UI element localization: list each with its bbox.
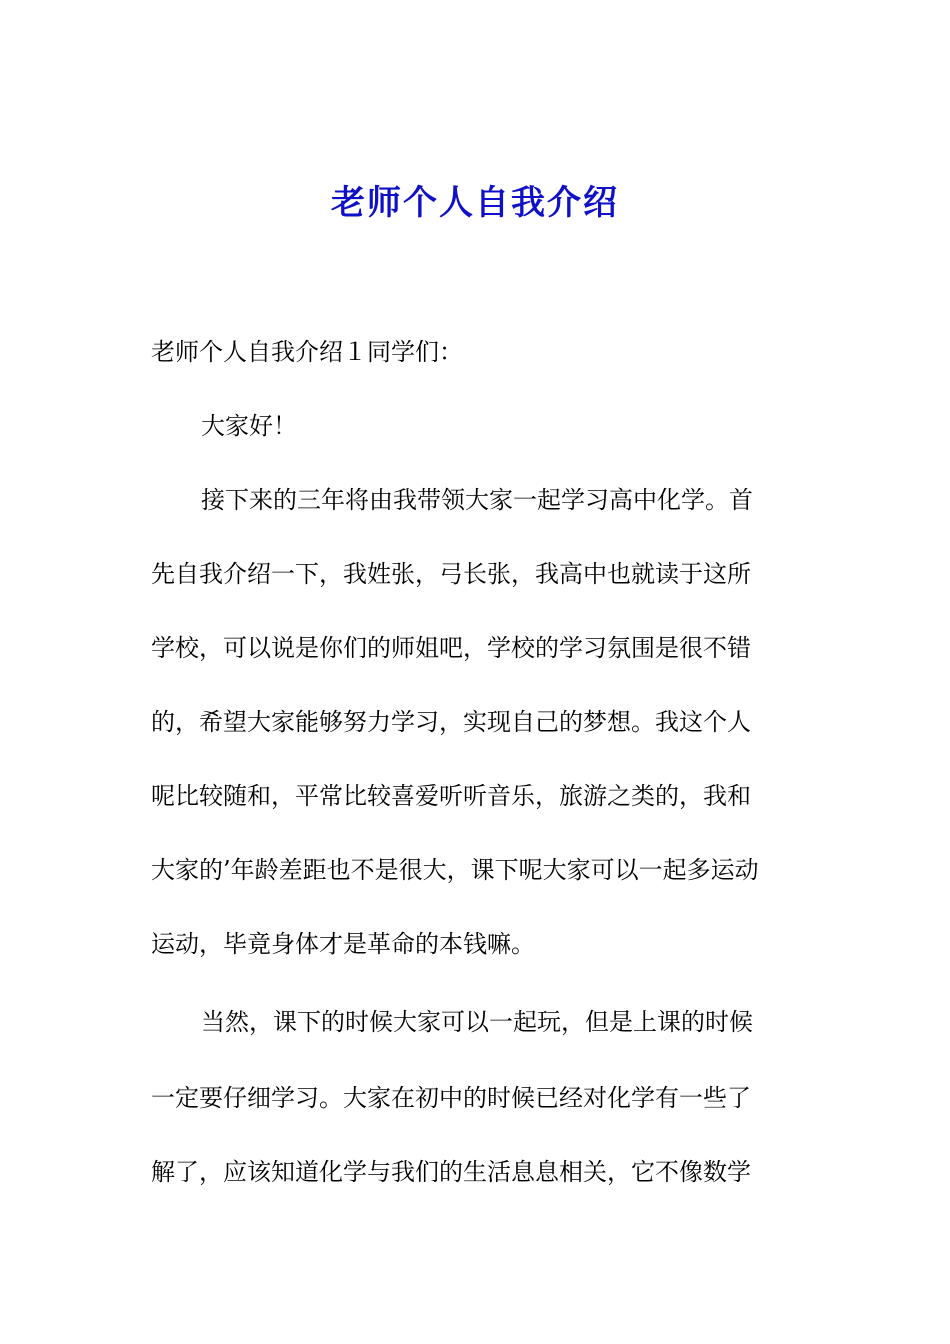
text-line: 学校，可以说是你们的师姐吧，学校的学习氛围是很不错 xyxy=(151,634,751,662)
document-title: 老师个人自我介绍 xyxy=(331,183,619,223)
text-line: 大家的’年龄差距也不是很大，课下呢大家可以一起多运动 xyxy=(151,856,759,884)
text-line: 运动，毕竟身体才是革命的本钱嘛。 xyxy=(151,930,535,958)
text-line: 呢比较随和，平常比较喜爱听听音乐，旅游之类的，我和 xyxy=(151,782,751,810)
text-line: 当然，课下的时候大家可以一起玩，但是上课的时候 xyxy=(201,1008,753,1036)
text-line: 先自我介绍一下，我姓张，弓长张，我高中也就读于这所 xyxy=(151,560,751,588)
text-line: 大家好！ xyxy=(201,412,297,440)
text-line: 一定要仔细学习。大家在初中的时候已经对化学有一些了 xyxy=(151,1084,751,1112)
text-line: 的，希望大家能够努力学习，实现自己的梦想。我这个人 xyxy=(151,708,751,736)
text-line: 接下来的三年将由我带领大家一起学习高中化学。首 xyxy=(201,486,753,514)
text-line: 解了，应该知道化学与我们的生活息息相关，它不像数学 xyxy=(151,1158,751,1186)
text-line: 老师个人自我介绍１同学们： xyxy=(151,338,463,366)
